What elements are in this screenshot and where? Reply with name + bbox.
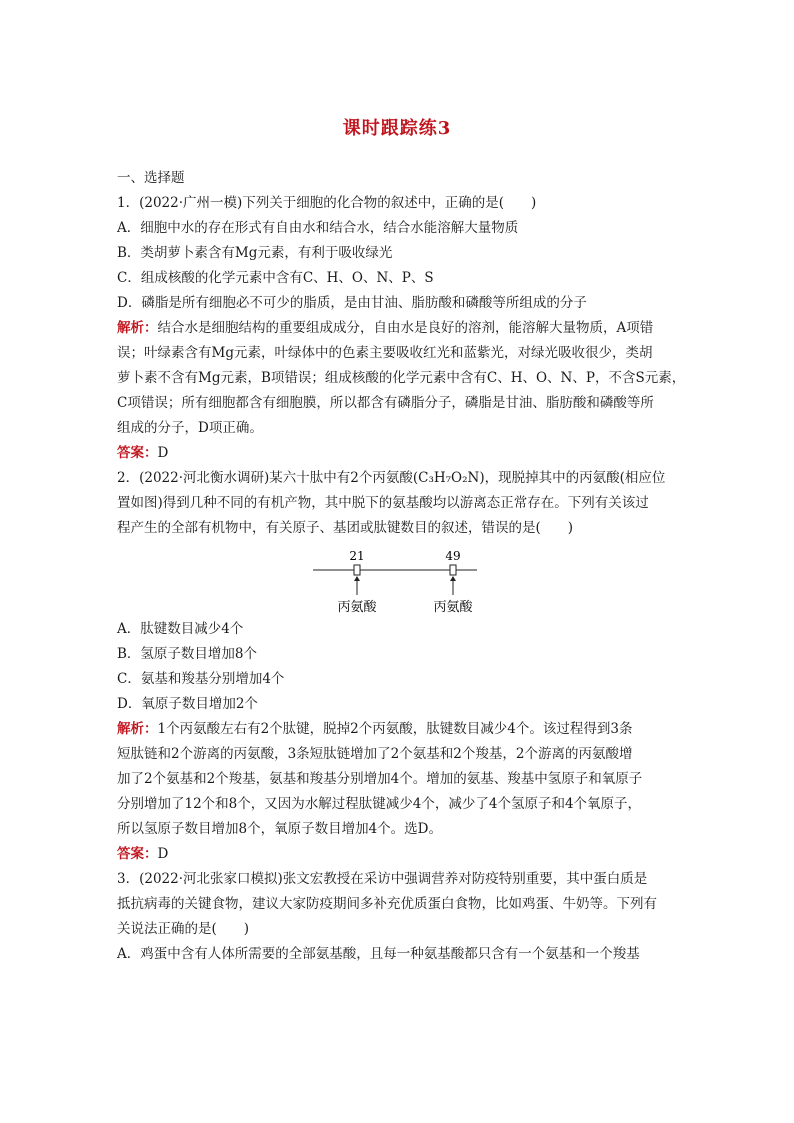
alanine-marker-1: [354, 565, 360, 575]
analysis-line: [117, 316, 677, 341]
option-c: C．组成核酸的化学元素中含有C、H、O、N、P、S: [117, 270, 434, 286]
analysis-label: 解析：: [117, 721, 158, 737]
analysis-line: C项错误；所有细胞都含有细胞膜，所以都含有磷脂分子，磷脂是甘油、脂肪酸和磷酸等所: [117, 395, 654, 411]
page-title: 课时跟踪练3: [342, 118, 452, 139]
question-stem: 3．(2022·河北张家口模拟)张文宏教授在采访中强调营养对防疫特别重要，其中蛋白质是: [117, 871, 648, 887]
answer-line: [117, 441, 677, 466]
answer-value: D: [157, 445, 169, 461]
analysis-line: 萝卜素不含有Mg元素，B项错误；组成核酸的化学元素中含有C、H、O、N、P，不含S元素，: [117, 370, 686, 386]
section-heading: 一、选择题: [117, 170, 185, 186]
analysis-line: 分别增加了12个和8个，又因为水解过程肽键减少4个，减少了4个氢原子和4个氧原子，: [117, 796, 642, 812]
position-label-2: 49: [445, 549, 461, 563]
analysis-label: 解析：: [117, 320, 158, 336]
answer-label: 答案：: [117, 846, 158, 862]
arrow-head-2: [450, 576, 456, 581]
answer-value: D: [157, 846, 169, 862]
analysis-line: 组成的分子，D项正确。: [117, 420, 263, 436]
analysis-text: 1个丙氨酸左右有2个肽键，脱掉2个丙氨酸，肽键数目减少4个。该过程得到3条: [157, 721, 633, 737]
peptide-figure: [117, 541, 677, 617]
answer-label: 答案：: [117, 445, 158, 461]
alanine-marker-2: [450, 565, 456, 575]
arrow-head-1: [354, 576, 360, 581]
option-b: B．氢原子数目增加8个: [117, 646, 258, 662]
alanine-label-2: 丙氨酸: [433, 600, 473, 615]
question-stem: 程产生的全部有机物中，有关原子、基团或肽键数目的叙述，错误的是( ): [117, 520, 574, 536]
analysis-line: 所以氢原子数目增加8个，氧原子数目增加4个。选D。: [117, 821, 443, 837]
option-b: B．类胡萝卜素含有Mg元素，有利于吸收绿光: [117, 245, 393, 261]
question-2: [117, 466, 677, 867]
option-d: D．磷脂是所有细胞必不可少的脂质，是由甘油、脂肪酸和磷酸等所组成的分子: [117, 295, 587, 311]
analysis-line: 加了2个氨基和2个羧基，氨基和羧基分别增加4个。增加的氨基、羧基中氢原子和氧原子: [117, 771, 643, 787]
answer-line: [117, 842, 677, 867]
question-stem: 1．(2022·广州一模)下列关于细胞的化合物的叙述中，正确的是( ): [117, 195, 537, 211]
document-body: [117, 166, 686, 967]
analysis-line: 误；叶绿素含有Mg元素，叶绿体中的色素主要吸收红光和蓝紫光，对绿光吸收很少，类胡: [117, 345, 653, 361]
question-3: [117, 867, 677, 967]
question-stem: 置如图)得到几种不同的有机产物，其中脱下的氨基酸均以游离态正常存在。下列有关该过: [117, 495, 649, 511]
question-1: [117, 191, 686, 466]
analysis-text: 结合水是细胞结构的重要组成成分，自由水是良好的溶剂，能溶解大量物质，A项错: [157, 320, 654, 336]
position-label-1: 21: [349, 549, 365, 563]
analysis-line: [117, 717, 677, 742]
option-d: D．氧原子数目增加2个: [117, 696, 258, 712]
option-c: C．氨基和羧基分别增加4个: [117, 671, 285, 687]
analysis-line: 短肽链和2个游离的丙氨酸，3条短肽链增加了2个氨基和2个羧基，2个游离的丙氨酸增: [117, 746, 633, 762]
option-a: A．鸡蛋中含有人体所需要的全部氨基酸，且每一种氨基酸都只含有一个氨基和一个羧基: [117, 946, 640, 962]
alanine-label-1: 丙氨酸: [337, 600, 377, 615]
peptide-diagram: [310, 541, 480, 617]
option-a: A．肽键数目减少4个: [117, 621, 244, 637]
option-a: A．细胞中水的存在形式有自由水和结合水，结合水能溶解大量物质: [117, 220, 519, 236]
question-stem: 抵抗病毒的关键食物，建议大家防疫期间多补充优质蛋白食物，比如鸡蛋、牛奶等。下列有: [117, 896, 657, 912]
question-stem: 关说法正确的是( ): [117, 921, 250, 937]
question-stem: 2．(2022·河北衡水调研)某六十肽中有2个丙氨酸(C₃H₇O₂N)，现脱掉其中的丙氨酸(相应位: [117, 470, 666, 486]
